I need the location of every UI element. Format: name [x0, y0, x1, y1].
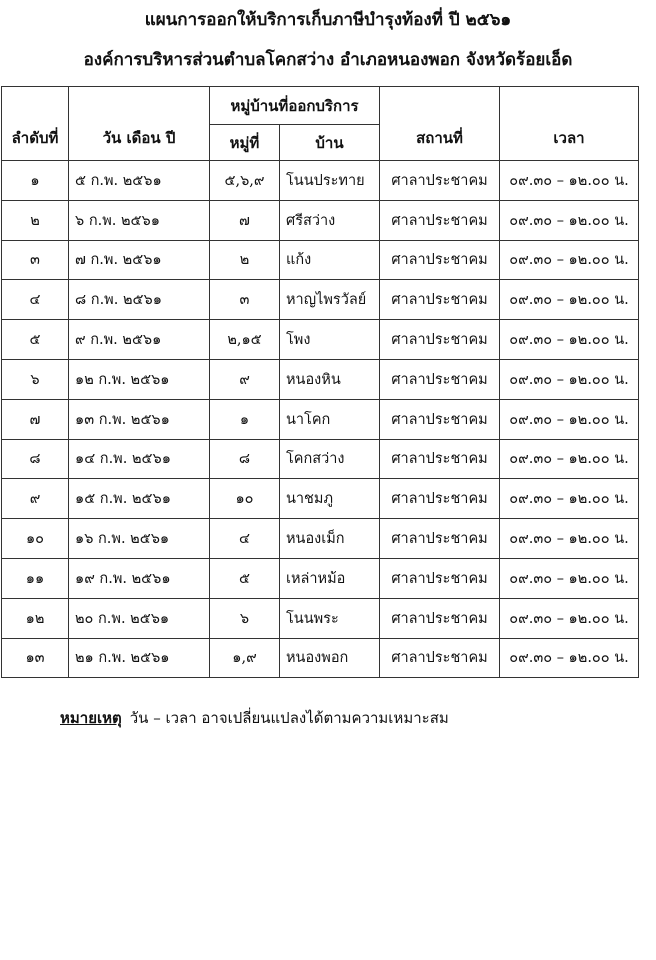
- cell-village: นาโคก: [280, 399, 380, 439]
- cell-no: ๑: [2, 161, 69, 201]
- header-moo: หมู่ที่: [210, 125, 280, 161]
- cell-date: ๙ ก.พ. ๒๕๖๑: [69, 320, 210, 360]
- header-time: เวลา: [500, 87, 639, 161]
- cell-time: ๐๙.๓๐ – ๑๒.๐๐ น.: [500, 519, 639, 559]
- cell-moo: ๕: [210, 558, 280, 598]
- header-date: วัน เดือน ปี: [69, 87, 210, 161]
- cell-time: ๐๙.๓๐ – ๑๒.๐๐ น.: [500, 161, 639, 201]
- cell-no: ๗: [2, 399, 69, 439]
- table-row: [2, 280, 639, 320]
- cell-moo: ๒,๑๕: [210, 320, 280, 360]
- table-row: [2, 439, 639, 479]
- cell-time: ๐๙.๓๐ – ๑๒.๐๐ น.: [500, 399, 639, 439]
- cell-date: ๑๓ ก.พ. ๒๕๖๑: [69, 399, 210, 439]
- cell-place: ศาลาประชาคม: [380, 359, 500, 399]
- cell-place: ศาลาประชาคม: [380, 240, 500, 280]
- note-label: หมายเหตุ: [60, 709, 122, 727]
- cell-date: ๑๔ ก.พ. ๒๕๖๑: [69, 439, 210, 479]
- cell-time: ๐๙.๓๐ – ๑๒.๐๐ น.: [500, 558, 639, 598]
- header-village-group: หมู่บ้านที่ออกบริการ: [210, 87, 380, 125]
- cell-village: แก้ง: [280, 240, 380, 280]
- cell-village: โคกสว่าง: [280, 439, 380, 479]
- cell-date: ๕ ก.พ. ๒๕๖๑: [69, 161, 210, 201]
- schedule-rows: [2, 161, 639, 678]
- cell-time: ๐๙.๓๐ – ๑๒.๐๐ น.: [500, 280, 639, 320]
- table-row: [2, 638, 639, 678]
- table-row: [2, 598, 639, 638]
- cell-no: ๖: [2, 359, 69, 399]
- cell-no: ๑๑: [2, 558, 69, 598]
- cell-place: ศาลาประชาคม: [380, 200, 500, 240]
- cell-time: ๐๙.๓๐ – ๑๒.๐๐ น.: [500, 200, 639, 240]
- cell-date: ๑๖ ก.พ. ๒๕๖๑: [69, 519, 210, 559]
- cell-no: ๓: [2, 240, 69, 280]
- table-row: [2, 320, 639, 360]
- cell-village: โนนพระ: [280, 598, 380, 638]
- cell-moo: ๘: [210, 439, 280, 479]
- cell-village: หาญไพรวัลย์: [280, 280, 380, 320]
- cell-village: ศรีสว่าง: [280, 200, 380, 240]
- cell-place: ศาลาประชาคม: [380, 638, 500, 678]
- document-title: แผนการออกให้บริการเก็บภาษีบำรุงท้องที่ ปี ๒๕๖๑: [144, 10, 512, 30]
- cell-place: ศาลาประชาคม: [380, 320, 500, 360]
- cell-time: ๐๙.๓๐ – ๑๒.๐๐ น.: [500, 320, 639, 360]
- cell-village: หนองหิน: [280, 359, 380, 399]
- table-row: [2, 200, 639, 240]
- cell-date: ๒๑ ก.พ. ๒๕๖๑: [69, 638, 210, 678]
- table-row: [2, 558, 639, 598]
- cell-village: หนองพอก: [280, 638, 380, 678]
- cell-no: ๘: [2, 439, 69, 479]
- cell-no: ๒: [2, 200, 69, 240]
- cell-moo: ๑: [210, 399, 280, 439]
- cell-time: ๐๙.๓๐ – ๑๒.๐๐ น.: [500, 479, 639, 519]
- table-row: [2, 519, 639, 559]
- cell-date: ๑๙ ก.พ. ๒๕๖๑: [69, 558, 210, 598]
- cell-moo: ๕,๖,๙: [210, 161, 280, 201]
- cell-date: ๗ ก.พ. ๒๕๖๑: [69, 240, 210, 280]
- cell-no: ๔: [2, 280, 69, 320]
- cell-date: ๖ ก.พ. ๒๕๖๑: [69, 200, 210, 240]
- cell-date: ๑๒ ก.พ. ๒๕๖๑: [69, 359, 210, 399]
- cell-place: ศาลาประชาคม: [380, 519, 500, 559]
- cell-place: ศาลาประชาคม: [380, 280, 500, 320]
- cell-place: ศาลาประชาคม: [380, 161, 500, 201]
- cell-time: ๐๙.๓๐ – ๑๒.๐๐ น.: [500, 240, 639, 280]
- cell-moo: ๙: [210, 359, 280, 399]
- header-village: บ้าน: [280, 125, 380, 161]
- cell-no: ๙: [2, 479, 69, 519]
- document-subtitle: องค์การบริหารส่วนตำบลโคกสว่าง อำเภอหนองพอก จังหวัดร้อยเอ็ด: [83, 50, 573, 70]
- cell-village: โนนประทาย: [280, 161, 380, 201]
- table-row: [2, 161, 639, 201]
- cell-village: โพง: [280, 320, 380, 360]
- table-row: [2, 399, 639, 439]
- cell-place: ศาลาประชาคม: [380, 598, 500, 638]
- cell-no: ๑๐: [2, 519, 69, 559]
- header-no: ลำดับที่: [2, 87, 69, 161]
- cell-no: ๑๓: [2, 638, 69, 678]
- note-text: วัน – เวลา อาจเปลี่ยนแปลงได้ตามความเหมาะสม: [129, 709, 449, 727]
- note: [60, 706, 449, 730]
- cell-date: ๘ ก.พ. ๒๕๖๑: [69, 280, 210, 320]
- cell-place: ศาลาประชาคม: [380, 558, 500, 598]
- cell-time: ๐๙.๓๐ – ๑๒.๐๐ น.: [500, 439, 639, 479]
- cell-time: ๐๙.๓๐ – ๑๒.๐๐ น.: [500, 598, 639, 638]
- header-place: สถานที่: [380, 87, 500, 161]
- cell-date: ๒๐ ก.พ. ๒๕๖๑: [69, 598, 210, 638]
- cell-village: หนองเม็ก: [280, 519, 380, 559]
- cell-time: ๐๙.๓๐ – ๑๒.๐๐ น.: [500, 359, 639, 399]
- table-row: [2, 479, 639, 519]
- schedule-table: [1, 86, 639, 678]
- cell-moo: ๓: [210, 280, 280, 320]
- cell-moo: ๑,๙: [210, 638, 280, 678]
- cell-village: เหล่าหม้อ: [280, 558, 380, 598]
- cell-place: ศาลาประชาคม: [380, 479, 500, 519]
- cell-village: นาชมภู: [280, 479, 380, 519]
- cell-moo: ๒: [210, 240, 280, 280]
- table-row: [2, 240, 639, 280]
- cell-place: ศาลาประชาคม: [380, 439, 500, 479]
- cell-no: ๑๒: [2, 598, 69, 638]
- cell-no: ๕: [2, 320, 69, 360]
- cell-moo: ๔: [210, 519, 280, 559]
- cell-date: ๑๕ ก.พ. ๒๕๖๑: [69, 479, 210, 519]
- cell-moo: ๗: [210, 200, 280, 240]
- cell-moo: ๖: [210, 598, 280, 638]
- cell-time: ๐๙.๓๐ – ๑๒.๐๐ น.: [500, 638, 639, 678]
- cell-place: ศาลาประชาคม: [380, 399, 500, 439]
- table-row: [2, 359, 639, 399]
- cell-moo: ๑๐: [210, 479, 280, 519]
